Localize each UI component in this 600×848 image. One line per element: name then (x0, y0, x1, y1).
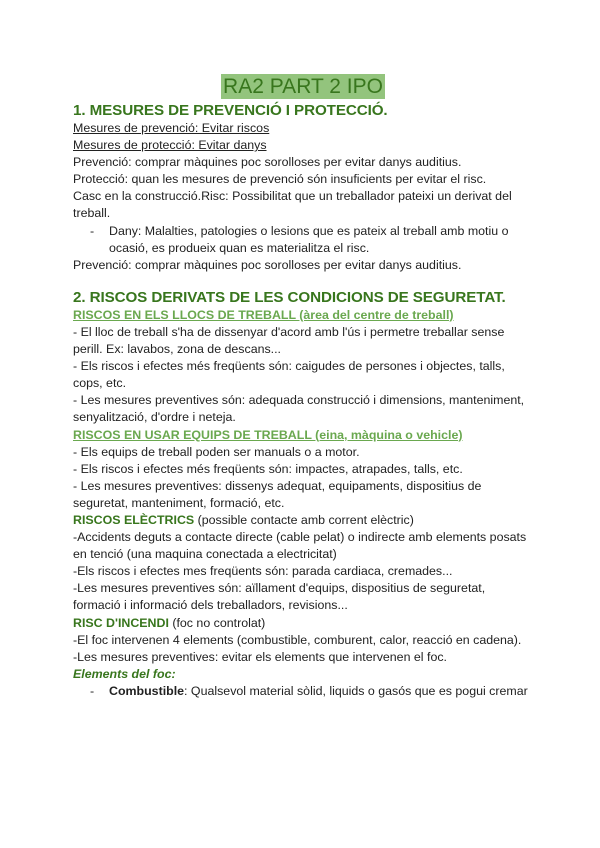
workplace-risks-line: - El lloc de treball s'ha de dissenyar d'acord amb l'ús i permetre treballar sense perill. Ex: lavabos, zona de descans... (73, 324, 505, 357)
section2-heading: 2. RISCOS DERIVATS DE LES CONDICIONS DE SEGURETAT. (73, 288, 506, 306)
workplace-risks-line: - Les mesures preventives són: adequada construcció i dimensions, manteniment, senyalització, d'ordre i neteja. (73, 393, 525, 425)
prevention-definition: Mesures de prevenció: Evitar riscos (73, 121, 270, 135)
fire-risk-line: -El foc intervenen 4 elements (combustible, comburent, calor, reacció en cadena). (73, 632, 522, 647)
section1-heading: 1. MESURES DE PREVENCIÓ I PROTECCIÓ. (73, 102, 388, 119)
workplace-risks-line: - Els riscos i efectes més freqüents són: caigudes de persones i objectes, talls, cops, etc. (73, 359, 505, 391)
electrical-risks-note: (possible contacte amb corrent elèctric) (194, 512, 414, 527)
electrical-risks-line: -Els riscos i efectes mes freqüents són: parada cardiaca, cremades... (73, 564, 453, 579)
fire-risk-title: RISC D'INCENDI (73, 615, 169, 630)
risk-definition: Casc en la construcció.Risc: Possibilitat que un treballador pateixi un derivat del treball. (73, 189, 512, 221)
equipment-risks-line: - Els equips de treball poden ser manuals o a motor. (73, 444, 360, 459)
document-content (73, 74, 533, 700)
electrical-risks-line: -Accidents deguts a contacte directe (cable pelat) o indirecte amb elements posats en tenció (una maquina conectada a electricitat) (73, 530, 527, 562)
fire-risk-heading (73, 615, 533, 632)
document-title: RA2 PART 2 IPO (223, 75, 383, 98)
title-wrapper (73, 74, 533, 99)
protection-explanation: Protecció: quan les mesures de prevenció són insuficients per evitar el risc. (73, 172, 487, 187)
damage-list (73, 223, 533, 257)
prevention-example-repeat: Prevenció: comprar màquines poc sorolloses per evitar danys auditius. (73, 257, 462, 272)
list-item (73, 683, 533, 700)
bullet-dash: - (90, 683, 95, 698)
electrical-risks-line: -Les mesures preventives són: aïllament d'equips, dispositius de seguretat, formació i informació dels treballadors, revisions... (73, 581, 486, 613)
equipment-risks-line: - Les mesures preventives: dissenys adequat, equipaments, dispositius de seguretat, manteniment, formació, etc. (73, 478, 482, 510)
bullet-dash: - (90, 223, 95, 238)
prevention-example: Prevenció: comprar màquines poc sorolloses per evitar danys auditius. (73, 155, 462, 170)
protection-definition: Mesures de protecció: Evitar danys (73, 138, 267, 153)
combustible-term: Combustible (109, 683, 185, 698)
electrical-risks-title: RISCOS ELÈCTRICS (73, 512, 195, 527)
fire-elements-list (73, 683, 533, 700)
fire-elements-heading: Elements del foc: (73, 666, 176, 681)
fire-risk-note: (foc no controlat) (168, 615, 266, 630)
equipment-risks-line: - Els riscos i efectes més freqüents són: impactes, atrapades, talls, etc. (73, 461, 463, 476)
fire-risk-line: -Les mesures preventives: evitar els elements que intervenen el foc. (73, 649, 447, 664)
electrical-risks-heading (73, 512, 533, 529)
workplace-risks-heading: RISCOS EN ELS LLOCS DE TREBALL (àrea del centre de treball) (73, 307, 454, 322)
damage-definition: Dany: Malalties, patologies o lesions que es pateix al treball amb motiu o ocasió, es produeix quan es materialitza el risc. (109, 223, 509, 255)
equipment-risks-heading: RISCOS EN USAR EQUIPS DE TREBALL (eina, màquina o vehicle) (73, 427, 463, 442)
combustible-definition: : Qualsevol material sòlid, liquids o gasós que es pogui cremar (184, 683, 528, 698)
list-item (73, 223, 533, 257)
